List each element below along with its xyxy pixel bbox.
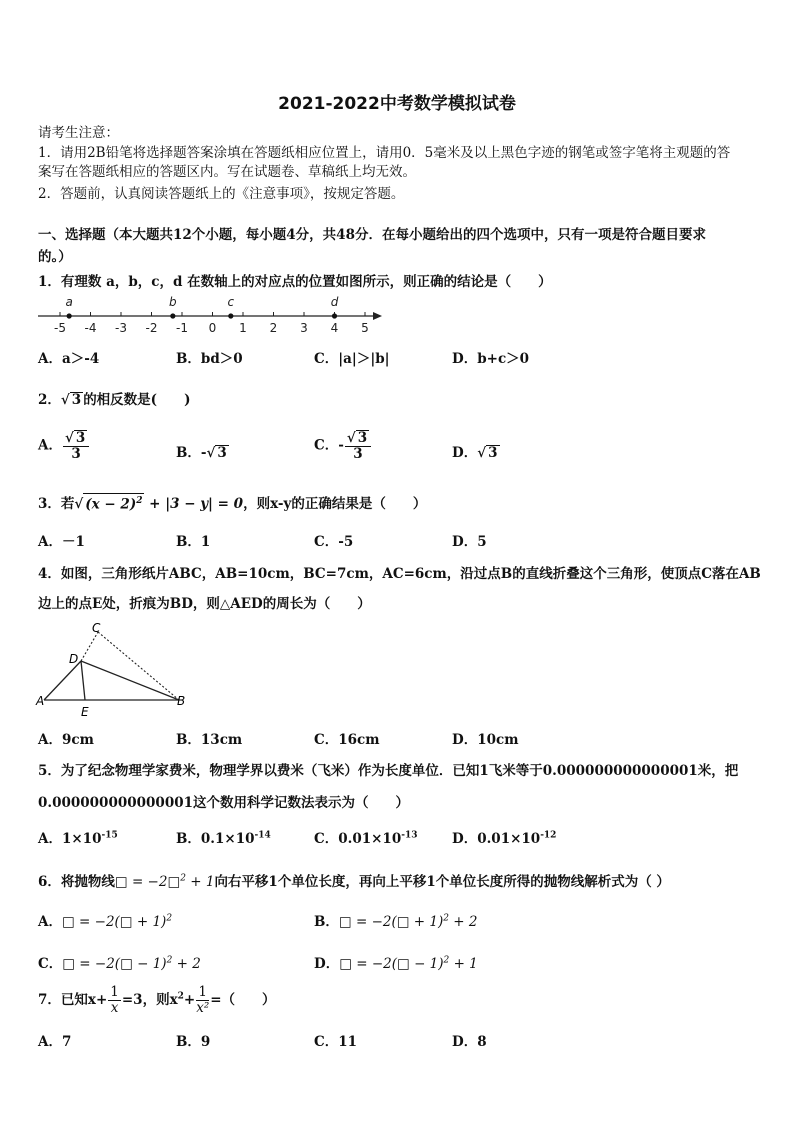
q6-option-a[interactable] (38, 910, 172, 930)
q2-option-a-denominator: 3 (71, 446, 81, 462)
q7-prefix: 7．已知x+ (38, 992, 108, 1008)
q6-option-c-rest: + 2 (172, 956, 201, 972)
q7-fraction-2-numerator: 1 (196, 985, 209, 1001)
q7-option-a[interactable]: A．7 (38, 1034, 72, 1050)
number-line-point-label-a: a (65, 295, 73, 309)
number-line-point-d (332, 313, 337, 318)
q2-prefix: 2． (38, 392, 61, 408)
number-line-tick-label: 3 (300, 321, 308, 335)
q7-mid: =3，则x (121, 992, 178, 1008)
question-5-stem-line-1: 5．为了纪念物理学家费米，物理学界以费米（飞米）作为长度单位．已知1飞米等于0.000000000000001米，把 (38, 763, 739, 779)
q2-option-b-label: B．- (176, 445, 207, 461)
q7-option-d[interactable]: D．8 (452, 1034, 487, 1050)
number-line-tick-label: 2 (269, 321, 278, 335)
q2-suffix: 的相反数是( ) (83, 392, 191, 408)
question-2-stem (38, 388, 190, 408)
q7-suffix: =（ ） (210, 992, 276, 1008)
q6-option-c-expr: □ = −2(□ − 1) (62, 956, 167, 972)
q6-option-a-label: A． (38, 914, 62, 930)
q5-option-c[interactable] (314, 827, 418, 847)
q5-option-b[interactable] (176, 827, 271, 847)
q2-option-c-label: C．- (314, 437, 344, 454)
question-3-stem: 3．若√ $(x - 2)^2 + |3 - y| = 0$，则x-y的正确结果是（ ） (38, 492, 426, 512)
number-line-figure (36, 290, 386, 338)
q2-option-b-radicand: 3 (217, 445, 227, 461)
q6-function-rest: + 1 (185, 874, 215, 890)
section-1-heading-line-1: 一、选择题（本大题共12个小题，每小题4分，共48分．在每小题给出的四个选项中，只有一项是符合题目要求 (38, 227, 706, 243)
q6-option-d-label: D． (314, 956, 340, 972)
number-line-point-a (67, 313, 72, 318)
label-b: B (177, 694, 186, 708)
number-line-tick-label: 0 (208, 321, 217, 335)
q7-fraction-1-numerator: 1 (110, 984, 119, 1000)
q5-option-a-exponent: -15 (101, 830, 118, 841)
sqrt-sign: √ (60, 392, 70, 408)
q2-option-a[interactable] (38, 430, 90, 462)
q6-function (115, 874, 215, 890)
q3-option-d[interactable]: D．5 (452, 534, 487, 550)
q7-fraction-1-denominator: x (110, 1000, 119, 1016)
question-4-stem-line-1: 4．如图，三角形纸片ABC，AB=10cm，BC=7cm，AC=6cm，沿过点B的直线折叠这个三角形，使顶点C落在AB (38, 566, 761, 582)
label-c: C (92, 621, 101, 635)
number-line-point-c (228, 313, 233, 318)
question-4-stem-line-2: 边上的点E处，折痕为BD，则△AED的周长为（ ） (38, 596, 371, 612)
q6-option-d[interactable] (314, 952, 478, 972)
question-7-stem (38, 985, 276, 1016)
section-1-heading-line-2: 的。） (38, 249, 72, 265)
question-1-stem: 1．有理数 a，b，c，d 在数轴上的对应点的位置如图所示，则正确的结论是（ ） (38, 274, 552, 290)
q6-option-c[interactable] (38, 952, 201, 972)
q6-suffix: 向右平移1个单位长度，再向上平移1个单位长度所得的抛物线解析式为（ ） (214, 874, 670, 890)
q3-option-c[interactable]: C．-5 (314, 534, 354, 550)
notice-item-2: 2．答题前，认真阅读答题纸上的《注意事项》，按规定答题。 (38, 186, 405, 202)
q7-mid-exponent: 2 (177, 991, 184, 1002)
q6-function-exponent: 2 (180, 873, 186, 884)
q4-option-a[interactable]: A．9cm (38, 732, 94, 748)
q2-option-b[interactable]: B．-√ 3 (176, 445, 227, 461)
q4-option-b[interactable]: B．13cm (176, 732, 243, 748)
q6-option-b-exponent: 2 (443, 913, 449, 924)
number-line-tick-label: -5 (54, 321, 66, 335)
q3-radicand-expr: (x − 2) (85, 496, 137, 512)
q1-option-a[interactable]: A．a＞-4 (38, 351, 100, 367)
number-line-tick-label: 5 (361, 321, 369, 335)
label-d: D (69, 652, 79, 666)
q5-option-b-exponent: -14 (254, 830, 271, 841)
q2-radicand: 3 (71, 392, 82, 408)
label-a: A (36, 694, 45, 708)
q6-option-d-rest: + 1 (449, 956, 478, 972)
q7-fraction-2 (196, 985, 209, 1016)
q4-option-d[interactable]: D．10cm (452, 732, 519, 748)
number-line-tick-label: -2 (145, 321, 158, 335)
q7-option-c[interactable]: C．11 (314, 1034, 358, 1050)
q3-option-b[interactable]: B．1 (176, 534, 211, 550)
q2-option-c[interactable] (314, 430, 372, 462)
q3-rest: + |3 − y| = 0 (144, 496, 244, 512)
q5-option-d-base: D．0.01×10 (452, 831, 541, 847)
q6-option-d-exponent: 2 (443, 955, 450, 966)
q2-option-c-fraction: $\frac{√ 3}{3}$ (345, 430, 371, 462)
notice-item-1-line-1: 1．请用2B铅笔将选择题答案涂填在答题纸相应位置上，请用0．5毫米及以上黑色字迹的钢笔或签字笔将主观题的答 (38, 145, 731, 161)
q6-function-expr: □ = −2□ (114, 874, 181, 890)
q1-option-c[interactable]: C．|a|＞|b| (314, 351, 390, 367)
number-line-point-b (170, 313, 175, 318)
q5-option-c-exponent: -13 (401, 830, 418, 841)
q6-option-b-expr: □ = −2(□ + 1) (338, 914, 444, 930)
segment-db (81, 661, 179, 700)
number-line-point-label-c: c (227, 295, 235, 309)
q5-option-a-base: A．1×10 (38, 831, 102, 847)
question-6-stem (38, 870, 670, 890)
q2-option-a-label: A． (38, 437, 62, 454)
q6-option-c-exponent: 2 (166, 955, 173, 966)
q6-option-b[interactable] (314, 910, 477, 930)
notice-item-1-line-2: 案写在答题纸相应的答题区内。写在试题卷、草稿纸上均无效。 (38, 164, 416, 180)
segment-cb-dashed (98, 632, 179, 700)
question-5-stem-line-2: 0.000000000000001这个数用科学记数法表示为（ ） (38, 795, 409, 811)
q7-fraction-1 (108, 985, 121, 1016)
q7-mid-plus: + (183, 992, 196, 1008)
triangle-fold-figure (34, 620, 194, 720)
q5-option-a[interactable] (38, 827, 118, 847)
q1-option-b[interactable]: B．bd＞0 (176, 351, 243, 367)
notice-heading: 请考生注意： (38, 125, 119, 141)
number-line-tick-label: 4 (330, 321, 339, 335)
segment-dc-dashed (81, 632, 98, 661)
label-e: E (81, 705, 89, 719)
q6-prefix: 6．将抛物线 (38, 874, 115, 890)
segment-ad (44, 661, 81, 700)
q2-option-a-numerator: 3 (75, 430, 86, 446)
q5-option-d-exponent: -12 (540, 830, 557, 841)
q5-option-d[interactable] (452, 827, 556, 847)
q7-fraction-2-denominator: x² (196, 1000, 210, 1016)
q6-option-b-label: B． (314, 914, 339, 930)
q6-option-b-rest: + 2 (448, 914, 478, 930)
q6-option-a-expr: □ = −2(□ + 1) (61, 914, 167, 930)
q2-option-d-radicand: 3 (488, 445, 498, 461)
number-line-tick-label: 1 (239, 321, 247, 335)
number-line-tick-label: -4 (84, 321, 97, 335)
q6-option-c-label: C． (38, 956, 63, 972)
q6-option-d-expr: □ = −2(□ − 1) (339, 956, 444, 972)
q3-radicand (83, 493, 144, 513)
q2-option-c-numerator: 3 (357, 430, 368, 446)
number-line-arrow (373, 312, 382, 320)
q3-suffix: ，则x-y的正确结果是（ ） (243, 496, 427, 512)
number-line-point-label-d: d (330, 295, 339, 309)
q5-option-c-base: C．0.01×10 (314, 831, 402, 847)
q5-option-b-base: B．0.1×10 (176, 831, 255, 847)
q4-option-c[interactable]: C．16cm (314, 732, 380, 748)
q3-radicand-exponent: 2 (136, 495, 143, 506)
q6-option-a-exponent: 2 (166, 913, 173, 924)
page-title: 2021-2022中考数学模拟试卷 (278, 94, 516, 114)
q2-option-c-denominator: 3 (353, 446, 363, 462)
q7-option-b[interactable]: B．9 (176, 1034, 211, 1050)
number-line-tick-label: -3 (115, 321, 127, 335)
number-line-tick-label: -1 (176, 321, 188, 335)
q2-option-a-fraction: $\frac{√ 3}{3}$ (63, 430, 89, 462)
q3-prefix: 3．若 (38, 496, 75, 512)
segment-de (81, 661, 85, 700)
q1-option-d[interactable]: D．b+c＞0 (452, 351, 530, 367)
q2-option-d-label: D． (452, 445, 478, 461)
q3-option-a[interactable]: A．－1 (38, 534, 85, 550)
number-line-point-label-b: b (169, 295, 177, 309)
q2-option-d[interactable]: D．√ 3 (452, 445, 498, 461)
